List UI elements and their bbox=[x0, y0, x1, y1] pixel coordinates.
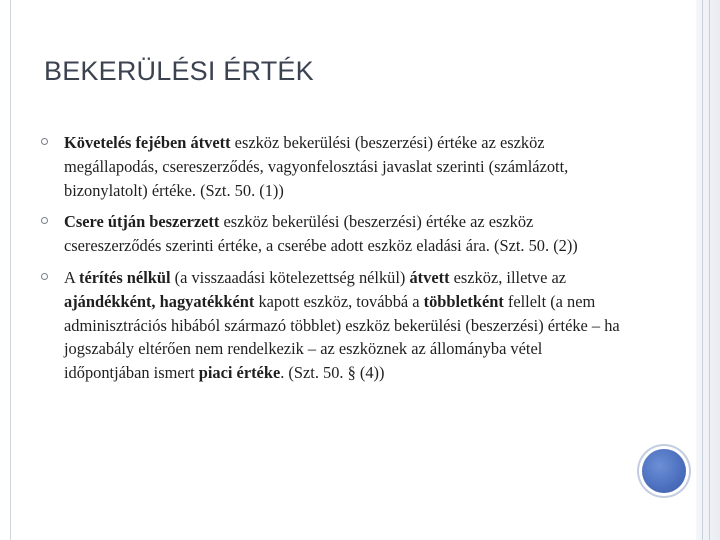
bold-run: Csere útján beszerzett bbox=[64, 212, 220, 232]
bullet-item-2 bbox=[40, 210, 630, 258]
bullet-text bbox=[64, 266, 630, 385]
slide-title: BEKERÜLÉSI ÉRTÉK bbox=[44, 56, 314, 86]
bold-run: piaci értéke bbox=[198, 363, 281, 383]
bold-run: többletként bbox=[423, 291, 504, 311]
text-run: (a visszaadási kötelezettség nélkül) bbox=[170, 267, 410, 287]
text-run: kapott eszköz, továbbá a bbox=[254, 291, 424, 311]
decorative-blue-circle-icon bbox=[642, 449, 686, 493]
hollow-circle-bullet-icon bbox=[41, 273, 48, 280]
bullet-list bbox=[40, 131, 630, 393]
bold-run: térítés nélkül bbox=[79, 267, 171, 287]
bullet-item-3 bbox=[40, 266, 630, 385]
bold-run: ajándékként, hagyatékként bbox=[64, 291, 255, 311]
bullet-text bbox=[64, 131, 630, 202]
text-run: eszköz bekerülési (beszerzési) értéke az eszköz csereszerződés szerinti értéke, a cserébe adott eszköz eladási ára. (Szt. 50. (2)) bbox=[64, 212, 578, 256]
hollow-circle-bullet-icon bbox=[41, 138, 48, 145]
text-run: fellelt (a nem adminisztrációs hibából származó többlet) eszköz bekerülési (beszerzési) értéke – ha jogszabály eltérően nem rendelkezik – az eszköznek az állományba vétel időpontjában ismert bbox=[64, 291, 620, 383]
bullet-item-1 bbox=[40, 131, 630, 202]
decorative-side-rail bbox=[696, 0, 720, 540]
text-run: . (Szt. 50. § (4)) bbox=[280, 363, 385, 383]
text-run: A bbox=[64, 267, 80, 287]
bullet-text bbox=[64, 210, 630, 258]
hollow-circle-bullet-icon bbox=[41, 217, 48, 224]
bold-run: átvett bbox=[409, 267, 450, 287]
rail-line bbox=[702, 0, 703, 540]
text-run: eszköz bekerülési (beszerzési) értéke az eszköz megállapodás, csereszerződés, vagyonfelosztási javaslat szerinti (számlázott, bizonylatolt) értéke. (Szt. 50. (1)) bbox=[64, 133, 569, 200]
bold-run: Követelés fejében átvett bbox=[64, 133, 231, 152]
rail-line bbox=[709, 0, 710, 540]
text-run: eszköz, illetve az bbox=[449, 267, 567, 287]
